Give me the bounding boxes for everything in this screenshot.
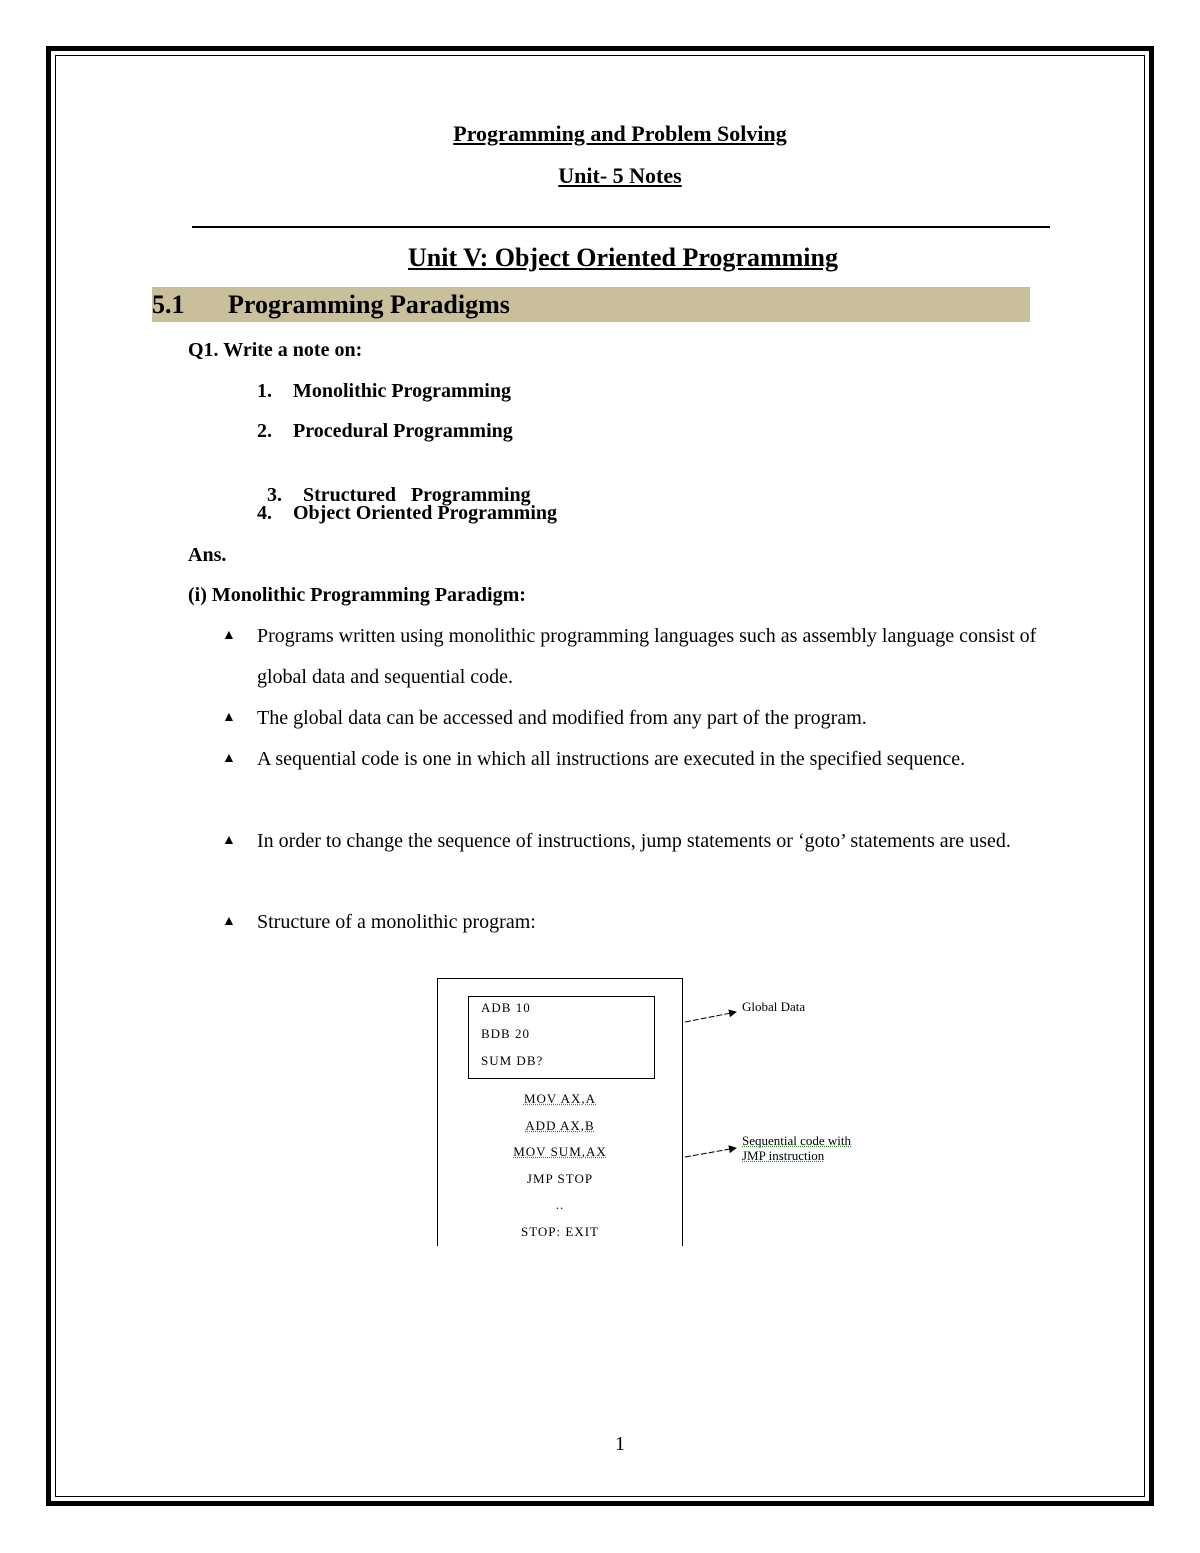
code-line-text: MOV AX,A [523, 1091, 597, 1106]
bullet-text: The global data can be accessed and modified from any part of the program. [257, 707, 867, 729]
code-line-text: MOV SUM,AX [513, 1144, 607, 1159]
list-item [257, 502, 557, 525]
code-line: STOP: EXIT [520, 1224, 599, 1239]
triangle-bullet-icon: ▲ [222, 710, 236, 725]
code-line: JMP STOP [526, 1171, 594, 1186]
question-label: Q1. Write a note on: [188, 339, 363, 361]
section-title: Programming Paradigms [228, 290, 510, 319]
global-data-line: ADB 10 [481, 1000, 531, 1015]
code-line [437, 1118, 683, 1134]
bullet-text: In order to change the sequence of instructions, jump statements or ‘goto’ statements are used. [257, 830, 1011, 852]
list-item-number: 1. [257, 380, 272, 402]
code-line [437, 1144, 683, 1160]
global-data-line: BDB 20 [481, 1026, 530, 1041]
code-line [437, 1091, 683, 1107]
list-item-text: Object Oriented Programming [293, 502, 558, 524]
code-line-text: ADD AX,B [525, 1118, 595, 1133]
page-number: 1 [615, 1433, 625, 1455]
list-item [257, 380, 511, 403]
diagram-arrows [682, 1005, 742, 1165]
list-item [257, 420, 513, 443]
list-item-text: Structured Programming [303, 484, 531, 506]
header-rule [192, 226, 1050, 228]
section-number: 5.1 [152, 290, 185, 319]
list-item-text: Procedural Programming [293, 420, 513, 442]
global-data-label: Global Data [742, 999, 806, 1014]
triangle-bullet-icon: ▲ [222, 914, 236, 929]
list-item-number: 3. [267, 484, 282, 506]
list-item-number: 2. [257, 420, 272, 442]
list-item [257, 461, 531, 507]
code-line: .. [555, 1197, 565, 1212]
triangle-bullet-icon: ▲ [222, 628, 236, 643]
answer-label: Ans. [188, 544, 227, 566]
arrow-sequential-code [685, 1148, 736, 1157]
bullet-text: Structure of a monolithic program: [257, 911, 536, 933]
triangle-bullet-icon: ▲ [222, 751, 236, 766]
unit-notes-title: Unit- 5 Notes [558, 163, 682, 188]
global-data-line: SUM DB? [481, 1053, 544, 1068]
bullet-text: Programs written using monolithic programming languages such as assembly language consist of global data and sequential code. [257, 625, 1037, 688]
bullet-text: A sequential code is one in which all instructions are executed in the specified sequence. [257, 748, 966, 770]
arrow-global-data [685, 1012, 736, 1022]
sequential-code-label-line2: JMP instruction [742, 1148, 825, 1163]
list-item-text: Monolithic Programming [293, 380, 511, 402]
sequential-code-label-line1: Sequential code with [742, 1133, 852, 1148]
course-title: Programming and Problem Solving [453, 121, 787, 146]
triangle-bullet-icon: ▲ [222, 833, 236, 848]
unit-heading: Unit V: Object Oriented Programming [408, 243, 838, 272]
answer-subheading: (i) Monolithic Programming Paradigm: [188, 584, 526, 606]
list-item-number: 4. [257, 502, 272, 524]
monolithic-program-diagram [437, 978, 685, 1246]
